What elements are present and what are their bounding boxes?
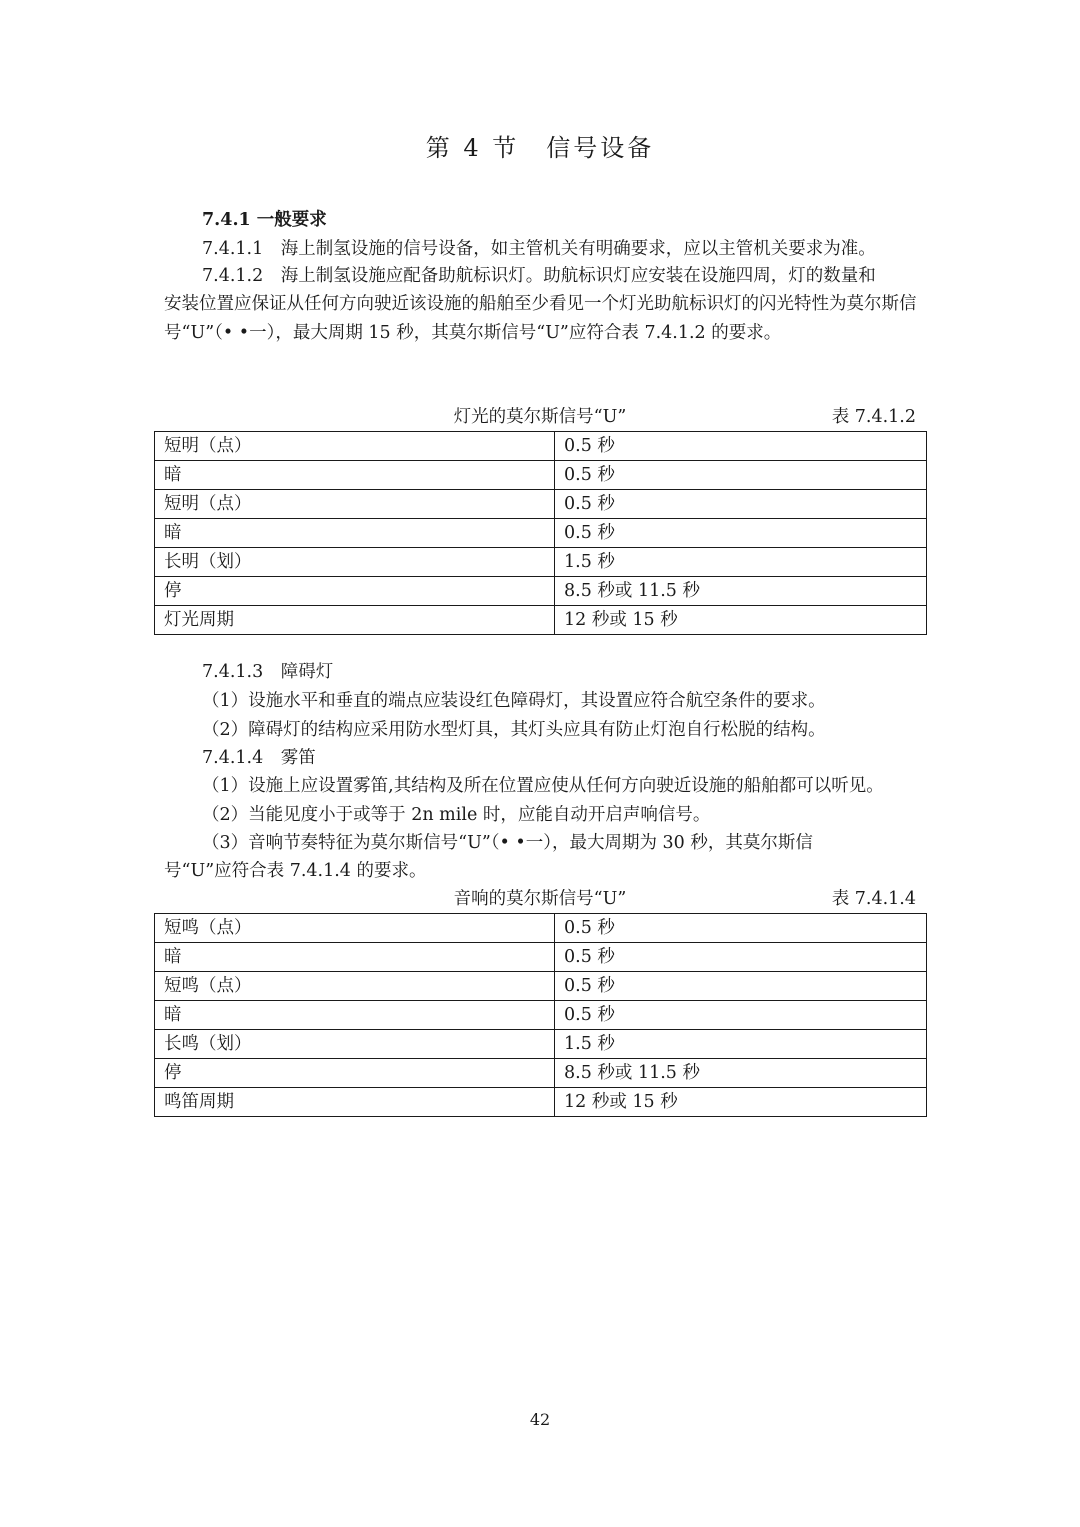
clause-7-4-1-3-item-1: （1）设施水平和垂直的端点应装设红色障碍灯，其设置应符合航空条件的要求。 [202,691,826,711]
table-number: 表 7.4.1.4 [831,889,916,909]
table-cell: 0.5 秒 [555,432,927,461]
table-cell: 0.5 秒 [555,943,927,972]
table-row [155,606,927,635]
table-cell: 短明（点） [155,490,555,519]
table-row [155,914,927,943]
table-cell: 长鸣（划） [155,1030,555,1059]
table-cell: 8.5 秒或 11.5 秒 [555,577,927,606]
table-row [155,1030,927,1059]
table-cell: 12 秒或 15 秒 [555,1088,927,1117]
clause-7-4-1-1: 7.4.1.1 海上制氢设施的信号设备，如主管机关有明确要求，应以主管机关要求为准。 [202,239,876,259]
section-title: 第 4 节 信号设备 [425,134,655,162]
table-row [155,577,927,606]
table-cell: 0.5 秒 [555,490,927,519]
clause-7-4-1-2-continuation: 安装位置应保证从任何方向驶近该设施的船舶至少看见一个灯光助航标识灯的闪光特性为莫尔斯信号“U”（• •一），最大周期 15 秒，其莫尔斯信号“U”应符合表 7.4.1.2 的要求。 [164,294,917,343]
table-cell: 0.5 秒 [555,972,927,1001]
table-number: 表 7.4.1.2 [831,407,916,427]
table-cell: 0.5 秒 [555,461,927,490]
clause-7-4-1-4-item-3-second-line: 号“U”应符合表 7.4.1.4 的要求。 [164,861,427,881]
clause-7-4-1-4-item-2: （2）当能见度小于或等于 2n mile 时，应能自动开启声响信号。 [202,805,711,825]
table-row [155,1059,927,1088]
table-cell: 暗 [155,461,555,490]
table-cell: 停 [155,1059,555,1088]
table-cell: 短鸣（点） [155,914,555,943]
table-row [155,490,927,519]
table-cell: 停 [155,577,555,606]
table-7-4-1-2 [154,431,927,635]
table-cell: 0.5 秒 [555,519,927,548]
table-row [155,548,927,577]
clause-7-4-1-2-first-line: 7.4.1.2 海上制氢设施应配备助航标识灯。助航标识灯应安装在设施四周，灯的数量和 [202,266,876,286]
table-row [155,972,927,1001]
table-7-4-1-2-caption [154,403,926,431]
table-cell: 暗 [155,1001,555,1030]
table-cell: 鸣笛周期 [155,1088,555,1117]
clause-7-4-1-4-heading: 7.4.1.4 雾笛 [202,748,316,768]
clause-7-4-1-3-item-2: （2）障碍灯的结构应采用防水型灯具，其灯头应具有防止灯泡自行松脱的结构。 [202,720,826,740]
clause-7-4-1-4-item-1: （1）设施上应设置雾笛,其结构及所在位置应使从任何方向驶近设施的船舶都可以听见。 [202,776,884,796]
table-cell: 短明（点） [155,432,555,461]
clause-7-4-1-4-item-3-first-line: （3）音响节奏特征为莫尔斯信号“U”（• •一），最大周期为 30 秒，其莫尔斯信 [202,833,813,853]
table-cell: 1.5 秒 [555,1030,927,1059]
table-cell: 长明（划） [155,548,555,577]
table-cell: 0.5 秒 [555,914,927,943]
table-row [155,432,927,461]
table-cell: 灯光周期 [155,606,555,635]
table-cell: 暗 [155,943,555,972]
table-cell: 12 秒或 15 秒 [555,606,927,635]
table-cell: 暗 [155,519,555,548]
table-row [155,943,927,972]
table-cell: 0.5 秒 [555,1001,927,1030]
table-row [155,1088,927,1117]
table-row [155,461,927,490]
table-7-4-1-4-caption [154,885,926,913]
table-title: 灯光的莫尔斯信号“U” [453,407,627,427]
clause-7-4-1-3-heading: 7.4.1.3 障碍灯 [202,662,334,682]
table-row [155,1001,927,1030]
table-7-4-1-4 [154,913,927,1117]
clause-7-4-1-heading: 7.4.1 一般要求 [202,210,327,230]
table-cell: 1.5 秒 [555,548,927,577]
page-number: 42 [529,1410,551,1429]
table-cell: 8.5 秒或 11.5 秒 [555,1059,927,1088]
table-title: 音响的莫尔斯信号“U” [453,889,627,909]
table-cell: 短鸣（点） [155,972,555,1001]
table-row [155,519,927,548]
